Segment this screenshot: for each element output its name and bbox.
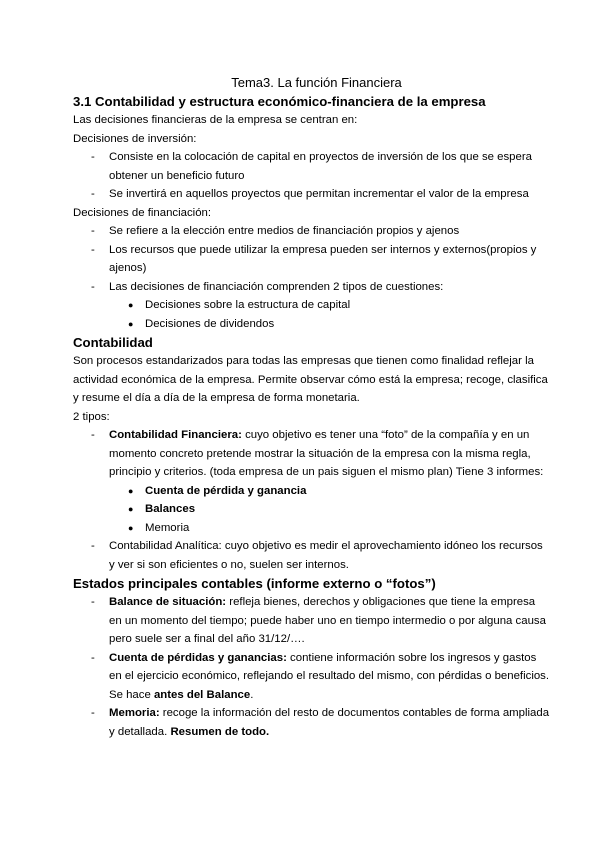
list-item bbox=[73, 426, 550, 537]
cuenta-period: . bbox=[250, 688, 254, 701]
cuenta-description: contiene información sobre los ingresos y gastos en el ejercicio económico, reflejando el resultado del mismo, con pérdidas o beneficios. Se hace bbox=[109, 651, 550, 701]
list-item bbox=[73, 704, 550, 741]
list-item: - Consiste en la colocación de capital en proyectos de inversión de los que se espera obtener un beneficio futuro bbox=[73, 148, 550, 185]
estados-list bbox=[73, 593, 550, 741]
memoria-emphasis: Resumen de todo. bbox=[170, 725, 270, 738]
informe-label: Balances bbox=[145, 503, 196, 515]
inversion-list bbox=[73, 148, 550, 204]
cuestiones-list bbox=[73, 296, 550, 333]
section-heading-contabilidad-estructura: 3.1 Contabilidad y estructura económico-financiera de la empresa bbox=[73, 94, 486, 109]
term-balance: Balance de situación: bbox=[109, 596, 227, 608]
list-item: ● Memoria bbox=[109, 519, 550, 538]
contabilidad-text: Son procesos estandarizados para todas las empresas que tienen como finalidad reflejar la actividad económica de la empresa. Permite observar cómo está la empresa; recoge, clasifica y resume el día a día de la empresa de forma monetaria. bbox=[73, 355, 548, 404]
memoria-description: recoge la información del resto de documentos contables de forma ampliada y detallada. bbox=[109, 707, 550, 738]
financiacion-list bbox=[73, 222, 550, 296]
cuenta-emphasis: antes del Balance bbox=[153, 688, 251, 701]
informe-label: Cuenta de pérdida y ganancia bbox=[145, 484, 307, 497]
financiera-description: cuyo objetivo es tener una “foto” de la compañía y en un momento concreto pretende mostrar la situación de la empresa con la misma regla, principio y criterios. (toda empresa de un pais siguen el mismo plan) Tiene 3 informes: bbox=[109, 429, 544, 478]
list-item: ● Decisiones sobre la estructura de capital bbox=[73, 296, 550, 315]
term-cuenta: Cuenta de pérdidas y ganancias: bbox=[109, 651, 287, 664]
list-item: - Contabilidad Analítica: cuyo objetivo es medir el aprovechamiento idóneo los recursos y ver si son eficientes o no, suelen ser internos. bbox=[73, 537, 550, 574]
inversion-label: Decisiones de inversión: bbox=[73, 132, 197, 145]
list-item bbox=[73, 593, 550, 649]
term-memoria: Memoria: bbox=[109, 707, 160, 719]
list-item: ● Decisiones de dividendos bbox=[73, 315, 550, 334]
section-heading-estados: Estados principales contables (informe externo o “fotos”) bbox=[73, 576, 436, 591]
list-item: - Se refiere a la elección entre medios de financiación propios y ajenos bbox=[73, 222, 550, 241]
list-item bbox=[109, 500, 550, 519]
term-contabilidad-financiera: Contabilidad Financiera: bbox=[109, 429, 242, 441]
list-item bbox=[109, 482, 550, 501]
list-item bbox=[73, 649, 550, 705]
tipos-label: 2 tipos: bbox=[73, 410, 110, 423]
intro-text: Las decisiones financieras de la empresa se centran en: bbox=[73, 114, 358, 126]
financiacion-label: Decisiones de financiación: bbox=[73, 206, 212, 219]
tipos-list bbox=[73, 426, 550, 574]
list-item: - Las decisiones de financiación comprenden 2 tipos de cuestiones: bbox=[73, 278, 550, 297]
document-title: Tema3. La función Financiera bbox=[231, 75, 402, 90]
list-item: - Los recursos que puede utilizar la empresa pueden ser internos y externos(propios y ajenos) bbox=[73, 241, 550, 278]
section-heading-contabilidad: Contabilidad bbox=[73, 335, 153, 350]
list-item: - Se invertirá en aquellos proyectos que permitan incrementar el valor de la empresa bbox=[73, 185, 550, 204]
informes-list bbox=[109, 482, 550, 538]
balance-description: refleja bienes, derechos y obligaciones que tiene la empresa en un momento del tiempo; puede haber uno en tiempo intermedio o por alguna causa pero suele ser a final del año 31/12/…. bbox=[109, 596, 546, 645]
